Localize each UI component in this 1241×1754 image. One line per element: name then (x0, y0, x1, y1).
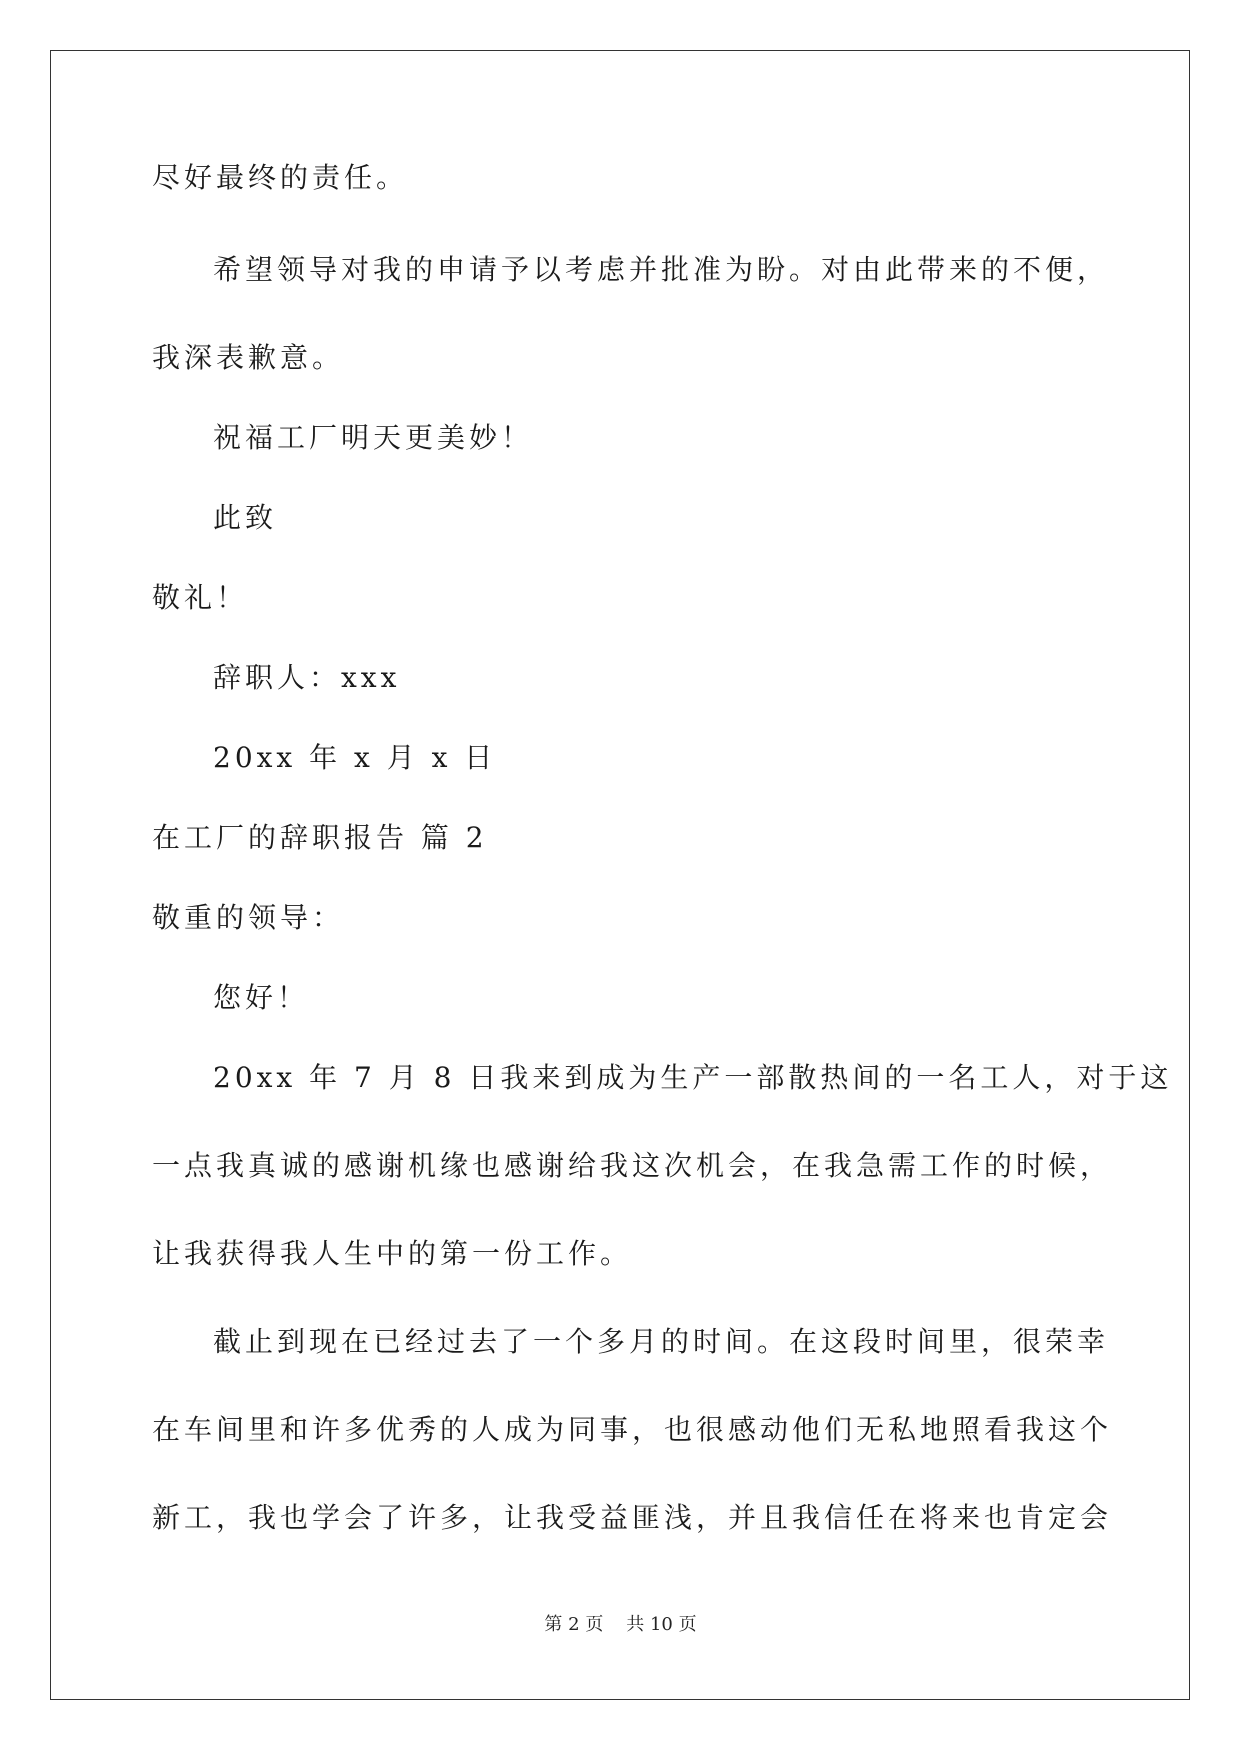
body-line-12: 20xx 年 7 月 8 日我来到成为生产一部散热间的一名工人，对于这 (213, 1061, 1173, 1094)
body-line-16: 在车间里和许多优秀的人成为同事，也很感动他们无私地照看我这个 (152, 1413, 1113, 1446)
signer-line: 辞职人：xxx (213, 661, 401, 694)
section-title: 在工厂的辞职报告 篇 2 (152, 821, 488, 854)
body-line-2: 希望领导对我的申请予以考虑并批准为盼。对由此带来的不便， (213, 253, 1110, 286)
page-number: 第 2 页 (544, 1614, 604, 1635)
footer-spacer (603, 1614, 626, 1635)
body-line-6: 敬礼！ (152, 581, 249, 614)
body-line-14: 让我获得我人生中的第一份工作。 (152, 1237, 633, 1270)
body-line-15: 截止到现在已经过去了一个多月的时间。在这段时间里，很荣幸 (213, 1325, 1110, 1358)
date-line: 20xx 年 x 月 x 日 (213, 741, 497, 774)
page-footer (0, 1613, 1241, 1637)
body-line-1: 尽好最终的责任。 (152, 161, 409, 194)
salutation: 敬重的领导： (152, 901, 345, 934)
body-line-3: 我深表歉意。 (152, 341, 345, 374)
body-line-17: 新工，我也学会了许多，让我受益匪浅，并且我信任在将来也肯定会 (152, 1501, 1113, 1534)
page-border (50, 50, 1190, 1700)
greeting: 您好！ (213, 981, 310, 1014)
body-line-4: 祝福工厂明天更美妙！ (213, 421, 534, 454)
page-total: 共 10 页 (626, 1614, 697, 1635)
body-line-5: 此致 (213, 501, 278, 534)
body-line-13: 一点我真诚的感谢机缘也感谢给我这次机会，在我急需工作的时候， (152, 1149, 1113, 1182)
